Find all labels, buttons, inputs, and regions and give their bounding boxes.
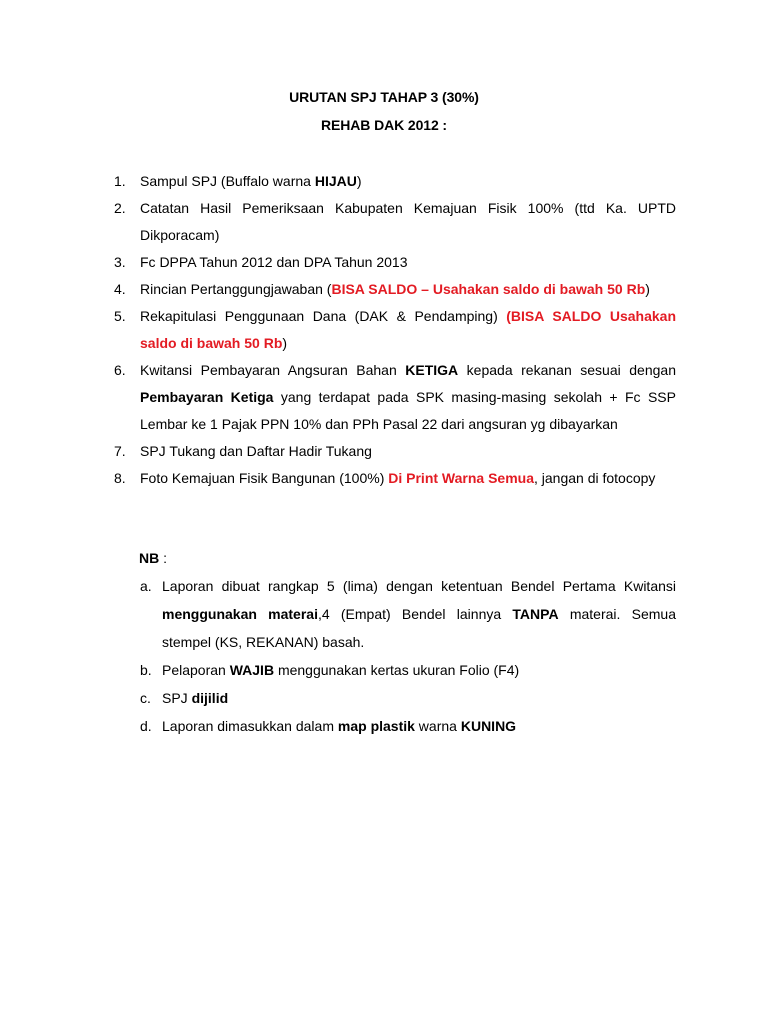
nb-item	[138, 572, 676, 656]
item-text: Sampul SPJ (Buffalo warna HIJAU)	[140, 173, 362, 189]
nb-item-letter: c.	[140, 690, 151, 706]
item-text: SPJ Tukang dan Daftar Hadir Tukang	[140, 443, 372, 459]
nb-item-text: Laporan dibuat rangkap 5 (lima) dengan ketentuan Bendel Pertama Kwitansi menggunakan materai,4 (Empat) Bendel lainnya TANPA materai. Semua stempel (KS, REKANAN) basah.	[162, 578, 676, 650]
item-text: Rekapitulasi Penggunaan Dana (DAK & Pendamping) (BISA SALDO Usahakan saldo di bawah 50 Rb)	[140, 308, 676, 351]
item-number: 3.	[114, 254, 126, 270]
item-text: Fc DPPA Tahun 2012 dan DPA Tahun 2013	[140, 254, 408, 270]
item-text: Kwitansi Pembayaran Angsuran Bahan KETIGA kepada rekanan sesuai dengan Pembayaran Ketiga yang terdapat pada SPK masing-masing sekolah + Fc SSP Lembar ke 1 Pajak PPN 10% dan PPh Pasal 22 dari angsuran yg dibayarkan	[140, 362, 676, 432]
item-number: 2.	[114, 200, 126, 216]
item-text: Catatan Hasil Pemeriksaan Kabupaten Kemajuan Fisik 100% (ttd Ka. UPTD Dikporacam)	[140, 200, 676, 243]
list-item	[112, 465, 676, 492]
document-title: URUTAN SPJ TAHAP 3 (30%)	[289, 89, 479, 105]
nb-item	[138, 656, 676, 684]
nb-label: NB	[139, 550, 160, 566]
nb-suffix: :	[159, 550, 168, 566]
nb-item-text: SPJ dijilid	[162, 690, 229, 706]
list-item	[112, 303, 676, 357]
nb-item-letter: a.	[140, 578, 152, 594]
nb-item-letter: b.	[140, 662, 152, 678]
list-item	[112, 276, 676, 303]
list-item	[112, 438, 676, 465]
item-text: Foto Kemajuan Fisik Bangunan (100%) Di Print Warna Semua, jangan di fotocopy	[140, 470, 656, 486]
item-number: 5.	[114, 308, 126, 324]
nb-item	[138, 684, 676, 712]
item-number: 6.	[114, 362, 126, 378]
nb-list	[138, 572, 676, 740]
item-number: 7.	[114, 443, 126, 459]
item-number: 8.	[114, 470, 126, 486]
nb-heading	[139, 546, 167, 570]
nb-item-text: Pelaporan WAJIB menggunakan kertas ukuran Folio (F4)	[162, 662, 520, 678]
nb-item-letter: d.	[140, 718, 152, 734]
list-item	[112, 249, 676, 276]
item-number: 4.	[114, 281, 126, 297]
checklist	[112, 168, 676, 492]
item-number: 1.	[114, 173, 126, 189]
item-text: Rincian Pertanggungjawaban (BISA SALDO – Usahakan saldo di bawah 50 Rb)	[140, 281, 650, 297]
list-item	[112, 357, 676, 438]
nb-item-text: Laporan dimasukkan dalam map plastik warna KUNING	[162, 718, 517, 734]
document-subtitle: REHAB DAK 2012 :	[321, 117, 447, 133]
list-item	[112, 168, 676, 195]
nb-item	[138, 712, 676, 740]
list-item	[112, 195, 676, 249]
